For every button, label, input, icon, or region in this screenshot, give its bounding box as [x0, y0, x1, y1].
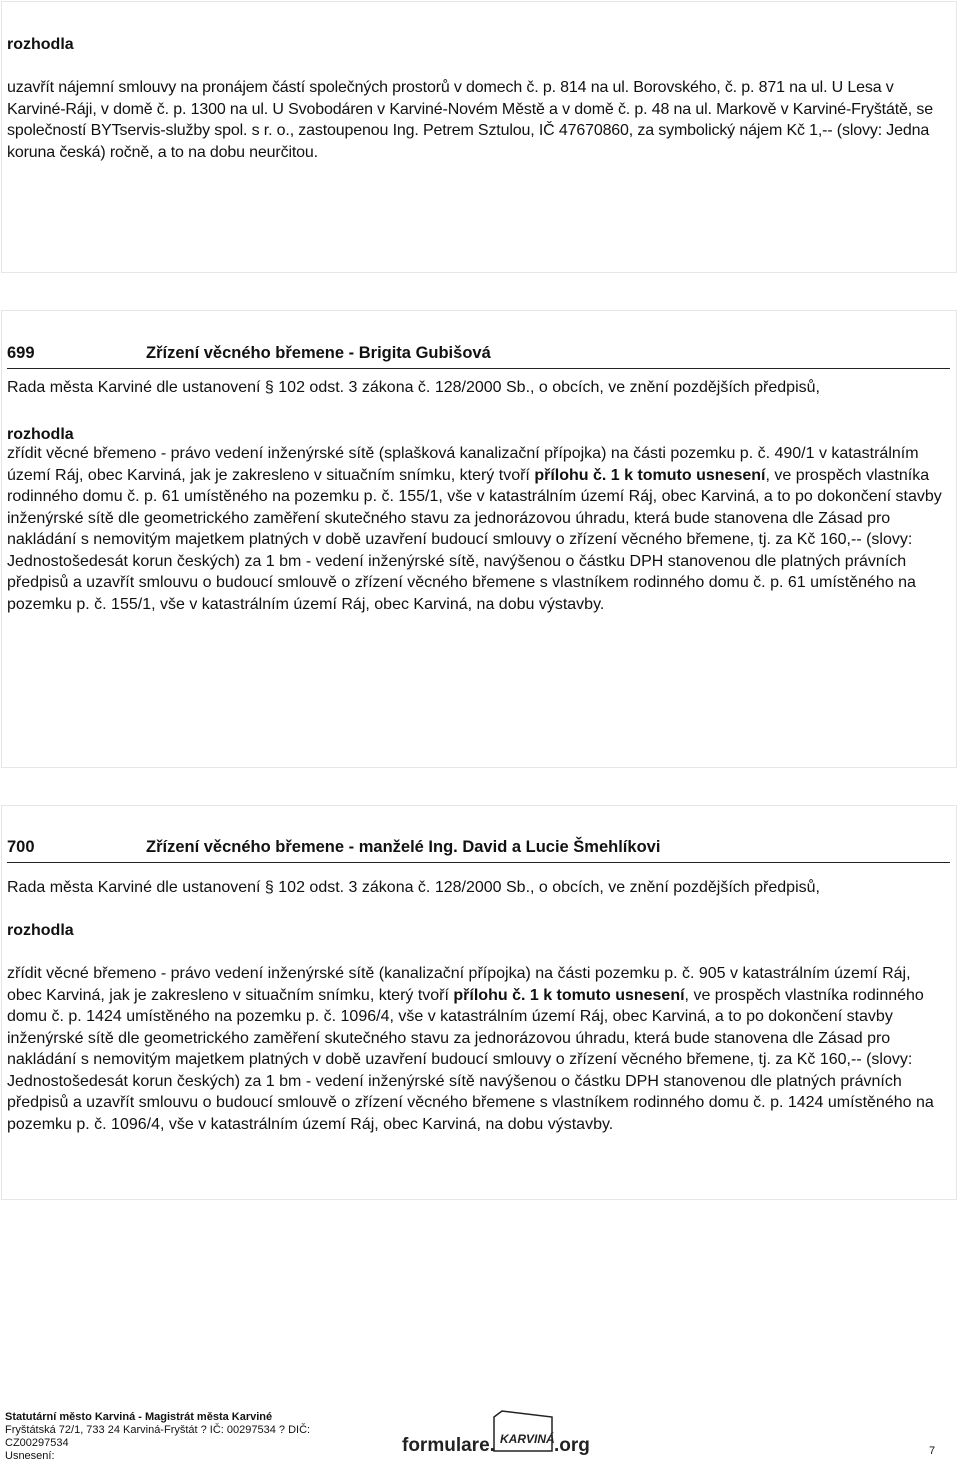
text-part-2: , ve prospěch vlastníka rodinného domu č. p. 1424 umístěného na pozemku p. č. 1096/4, vše v katastrálním území Ráj, obec Karviná, a to po dokončení stavby inženýrské sítě dle geometrického zaměření skutečného stavu za jednorázovou úhradu, která bude stanovena dle Zásad pro nakládání s nemovitým majetkem platných v době uzavření budoucí smlouvy o zřízení věcného břemene, tj. za Kč 160,-- (slovy: Jednostošedesát korun českých) za 1 bm - vedení inženýrské sítě navýšenou o částku DPH stanovenou dle platných právních předpisů a uzavřít smlouvu o budoucí smlouvě o zřízení věcného břemene s vlastníkem rodinného domu č. p. 1424 umístěného na pozemku p. č. 1096/4, vše v katastrálním území Ráj, obec Karviná, na dobu výstavby. — [7, 986, 934, 1133]
logo-brand: KARVINÁ — [500, 1432, 555, 1446]
attachment-ref: přílohu č. 1 k tomuto usnesení — [534, 466, 766, 484]
logo-text: formulare. — [402, 1435, 495, 1455]
resolution-text — [7, 963, 949, 1135]
logo-graphic — [402, 1409, 617, 1455]
item-number: 700 — [7, 838, 35, 856]
item-heading — [7, 838, 950, 863]
resolution-699 — [1, 310, 957, 768]
resolves-label: rozhodla — [7, 36, 74, 53]
formulare-logo — [402, 1409, 617, 1455]
attachment-ref: přílohu č. 1 k tomuto usnesení — [453, 986, 685, 1004]
page-number: 7 — [929, 1445, 936, 1457]
resolution-block-continued — [1, 1, 957, 273]
resolution-text: uzavřít nájemní smlouvy na pronájem částí společných prostorů v domech č. p. 814 na ul. Borovského, č. p. 871 na ul. U Lesa v Karviné-Ráji, v domě č. p. 1300 na ul. U Svobodáren v Karviné-Novém Městě a v domě č. p. 48 na ul. Markově v Karviné-Fryštátě, se společností BYTservis-služby spol. s r. o., zastoupenou Ing. Petrem Sztulou, IČ 47670860, za symbolický nájem Kč 1,-- (slovy: Jedna koruna česká) ročně, a to na dobu neurčitou. — [7, 79, 933, 161]
resolution-text — [7, 443, 949, 615]
item-heading — [7, 344, 950, 369]
text-part-1: zřídit věcné břemeno - právo vedení inženýrské sítě (splašková kanalizační přípojka) na části pozemku p. č. 490/1 v katastrálním území Ráj, obec Karviná, jak je zakresleno v situačním snímku, který tvoří — [7, 445, 919, 484]
resolves-label: rozhodla — [7, 922, 74, 939]
preamble-text: Rada města Karviné dle ustanovení § 102 odst. 3 zákona č. 128/2000 Sb., o obcích, ve znění pozdějších předpisů, — [7, 379, 820, 396]
resolves-label: rozhodla — [7, 426, 74, 443]
item-title: Zřízení věcného břemene - Brigita Gubišová — [146, 344, 491, 362]
footer-org: Statutární město Karviná - Magistrát města Karviné — [5, 1411, 273, 1423]
preamble-text: Rada města Karviné dle ustanovení § 102 odst. 3 zákona č. 128/2000 Sb., o obcích, ve znění pozdějších předpisů, — [7, 879, 820, 896]
item-number: 699 — [7, 344, 35, 362]
text-part-2: , ve prospěch vlastníka rodinného domu č. p. 61 umístěného na pozemku p. č. 155/1, vše v katastrálním území Ráj, obec Karviná, a to po dokončení stavby inženýrské sítě dle geometrického zaměření skutečného stavu za jednorázovou úhradu, která bude stanovena dle Zásad pro nakládání s nemovitým majetkem platných v době uzavření budoucí smlouvy o zřízení věcného břemene, tj. za Kč 160,-- (slovy: Jednostošedesát korun českých) za 1 bm - vedení inženýrské sítě, navýšenou o částku DPH stanovenou dle platných právních předpisů a uzavřít smlouvu o budoucí smlouvě o zřízení věcného břemene s vlastníkem rodinného domu č. p. 61 umístěného na pozemku p. č. 155/1, vše v katastrálním území Ráj, obec Karviná, na dobu výstavby. — [7, 466, 942, 613]
footer-address: Fryštátská 72/1, 733 24 Karviná-Fryštát ? IČ: 00297534 ? DIČ: — [5, 1424, 311, 1436]
item-title: Zřízení věcného břemene - manželé Ing. David a Lucie Šmehlíkovi — [146, 838, 661, 856]
text-part-1: zřídit věcné břemeno - právo vedení inženýrské sítě (kanalizační přípojka) na části pozemku p. č. 905 v katastrálním území Ráj, obec Karviná, jak je zakresleno v situačním snímku, který tvoří — [7, 965, 911, 1004]
footer-usneseni: Usnesení: — [5, 1450, 55, 1462]
logo-suffix: .org — [554, 1435, 590, 1455]
footer-dic: CZ00297534 — [5, 1437, 69, 1449]
resolution-700 — [1, 805, 957, 1200]
